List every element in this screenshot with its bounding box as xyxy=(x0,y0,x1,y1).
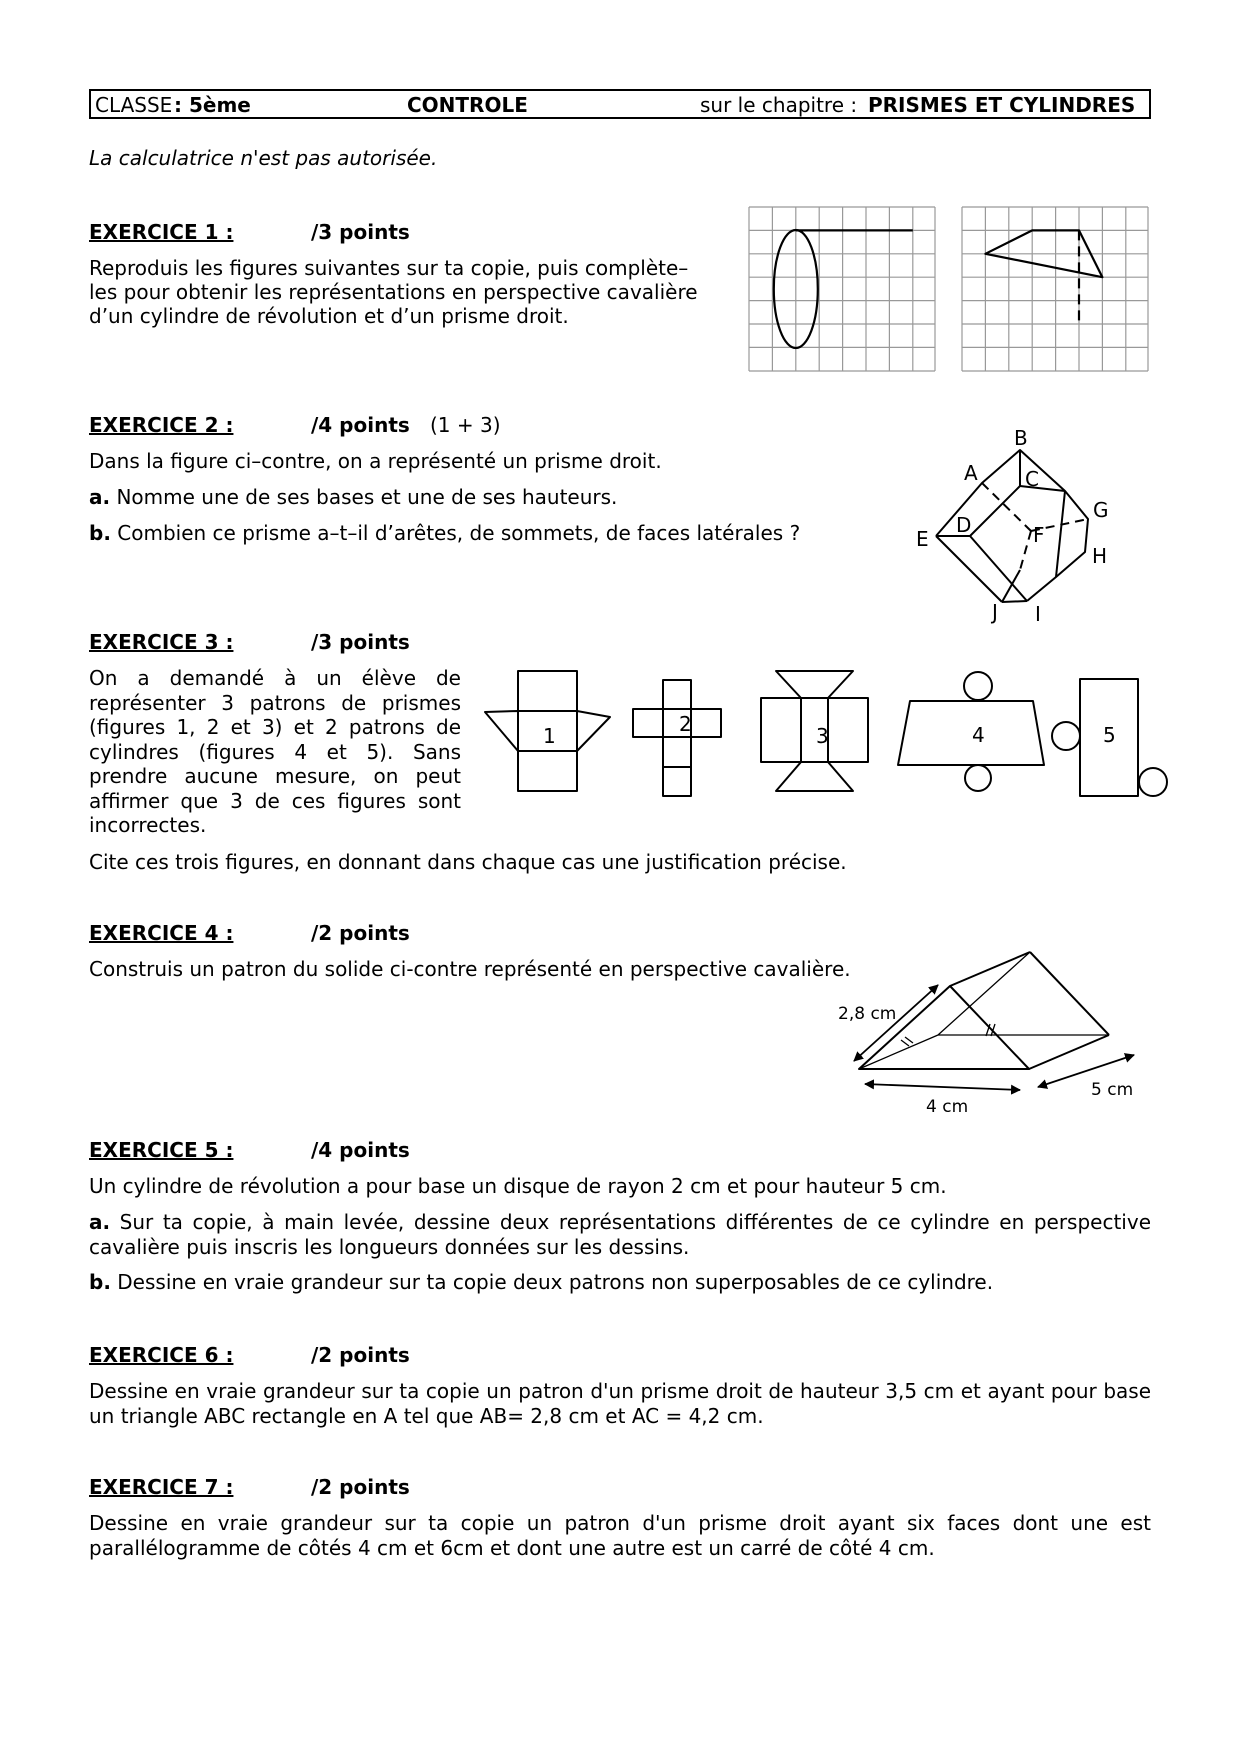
ex5-b-text: Dessine en vraie grandeur sur ta copie deux patrons non superposables de ce cylindre. xyxy=(117,1270,994,1294)
edge-JI xyxy=(1002,601,1027,602)
hidden-edge-F xyxy=(1020,531,1031,570)
ex1-line: Reproduis les figures suivantes sur ta copie, puis complète– xyxy=(89,256,689,280)
ex1-points: /3 points xyxy=(311,220,410,244)
vertex-label: E xyxy=(916,527,929,551)
net-label: 4 xyxy=(972,723,985,747)
net2-top-face xyxy=(663,680,691,709)
ex5-intro: Un cylindre de révolution a pour base un disque de rayon 2 cm et pour hauteur 5 cm. xyxy=(89,1174,947,1198)
ex6-points: /2 points xyxy=(311,1343,410,1367)
ex6-title: EXERCICE 6 : xyxy=(89,1343,234,1367)
classe-value: : 5ème xyxy=(174,93,251,117)
ex5-question-b xyxy=(89,1270,993,1294)
net4-top-disc xyxy=(964,672,992,700)
vertex-label: H xyxy=(1092,544,1108,568)
ex3-nets-figures xyxy=(478,665,1178,815)
tick-mark xyxy=(901,1040,909,1046)
ex4-text: Construis un patron du solide ci-contre représenté en perspective cavalière. xyxy=(89,957,851,981)
tick-mark xyxy=(905,1037,913,1043)
vertex-label: D xyxy=(956,513,972,537)
vertex-label: G xyxy=(1093,498,1109,522)
chapitre-label: sur le chapitre : xyxy=(700,93,858,117)
vertex-label: J xyxy=(992,600,998,624)
net3-top-trapezoid xyxy=(776,671,853,698)
ex2-title: EXERCICE 2 : xyxy=(89,413,234,437)
net1-bottom-face xyxy=(518,751,577,791)
net2-left-face xyxy=(633,709,663,737)
ex2-b-label: b. xyxy=(89,521,111,545)
net5-left-disc xyxy=(1052,722,1080,750)
net-label: 5 xyxy=(1103,723,1116,747)
ex2-a-text: Nomme une de ses bases et une de ses hauteurs. xyxy=(116,485,618,509)
hidden-bottom-left xyxy=(859,1035,938,1069)
ex5-question-a xyxy=(89,1210,1151,1259)
ex2-points-detail: (1 + 3) xyxy=(430,413,501,437)
net4-bottom-disc xyxy=(965,765,991,791)
controle-title: CONTROLE xyxy=(407,93,528,117)
ex7-text: Dessine en vraie grandeur sur ta copie un patron d'un prisme droit ayant six faces dont une est parallélogramme de côtés 4 cm et 6cm et dont une autre est un carré de côté 4 cm. xyxy=(89,1511,1151,1560)
ex2-prism-figure xyxy=(910,425,1115,625)
ex7-title: EXERCICE 7 : xyxy=(89,1475,234,1499)
net2-bottom-face xyxy=(663,767,691,796)
net-label: 2 xyxy=(679,712,692,736)
ex5-a-label: a. xyxy=(89,1210,111,1234)
ex3-title: EXERCICE 3 : xyxy=(89,630,234,654)
ex1-line: d’un cylindre de révolution et d’un prisme droit. xyxy=(89,304,569,328)
net3-bottom-trapezoid xyxy=(776,762,853,791)
ex1-cylinder-grid xyxy=(748,206,936,372)
net3-right-face xyxy=(828,698,868,762)
ex7-points: /2 points xyxy=(311,1475,410,1499)
net-labels xyxy=(543,712,1116,748)
ex5-a-text: Sur ta copie, à main levée, dessine deux représentations différentes de ce cylindre en perspective cavalière puis inscris les longueurs données sur les dessins. xyxy=(89,1210,1151,1259)
net-figure-2 xyxy=(633,680,721,796)
net1-top-face xyxy=(518,671,577,711)
ex5-points: /4 points xyxy=(311,1138,410,1162)
net-figure-3 xyxy=(761,671,868,791)
ex2-intro: Dans la figure ci–contre, on a représenté un prisme droit. xyxy=(89,449,662,473)
back-right-edge xyxy=(1030,952,1109,1035)
edge-CH xyxy=(1056,491,1065,577)
vertex-label: F xyxy=(1033,523,1045,547)
ex2-points: /4 points xyxy=(311,413,410,437)
ex3-points: /3 points xyxy=(311,630,410,654)
ex1-text xyxy=(89,256,698,328)
hidden-edge-AF xyxy=(982,483,1031,531)
net4-lateral-face xyxy=(898,701,1044,765)
ex4-title: EXERCICE 4 : xyxy=(89,921,234,945)
ex2-a-label: a. xyxy=(89,485,111,509)
bottom-right-edge xyxy=(1029,1035,1109,1069)
ex1-title: EXERCICE 1 : xyxy=(89,220,234,244)
solid-edges xyxy=(859,952,1109,1069)
ex5-title: EXERCICE 5 : xyxy=(89,1138,234,1162)
net5-right-disc xyxy=(1139,768,1167,796)
ex3-text: On a demandé à un élève de représenter 3 patrons de prismes (figures 1, 2 et 3) et 2 patrons de cylindres (figures 4 et 5). Sans prendre aucune mesure, on peut affirmer que 3 de ces figures sont incorrectes. xyxy=(89,666,461,837)
net-figure-4 xyxy=(898,672,1044,791)
edge-EJ xyxy=(936,536,1002,602)
ex2-b-text: Combien ce prisme a–t–il d’arêtes, de sommets, de faces latérales ? xyxy=(117,521,801,545)
arrow-width xyxy=(865,1084,1020,1090)
front-triangle xyxy=(859,986,1029,1069)
dim-label-depth: 5 cm xyxy=(1091,1080,1134,1100)
ex1-line: les pour obtenir les représentations en perspective cavalière xyxy=(89,280,698,304)
intro-note: La calculatrice n'est pas autorisée. xyxy=(89,146,438,170)
dimension-arrows xyxy=(854,985,1134,1090)
ex6-text: Dessine en vraie grandeur sur ta copie un patron d'un prisme droit de hauteur 3,5 cm et ayant pour base un triangle ABC rectangle en A tel que AB= 2,8 cm et AC = 4,2 cm. xyxy=(89,1379,1151,1428)
ex4-prism-figure xyxy=(820,940,1140,1115)
vertex-label: B xyxy=(1014,426,1028,450)
ex2-question-b xyxy=(89,521,800,545)
header-box xyxy=(89,89,1151,119)
vertex-label: I xyxy=(1035,602,1041,625)
dim-label-width: 4 cm xyxy=(926,1097,969,1115)
net-label: 3 xyxy=(816,724,829,748)
net2-right-face xyxy=(691,709,721,737)
ex1-prism-grid xyxy=(961,206,1149,372)
net3-left-face xyxy=(761,698,801,762)
net-label: 1 xyxy=(543,724,556,748)
grid-lines xyxy=(962,207,1148,371)
net2-lower-face xyxy=(663,737,691,767)
top-edge xyxy=(950,952,1030,986)
vertex-label: C xyxy=(1025,467,1039,491)
ex3-question: Cite ces trois figures, en donnant dans chaque cas une justification précise. xyxy=(89,850,847,874)
ex5-b-label: b. xyxy=(89,1270,111,1294)
net1-left-triangle xyxy=(485,711,518,751)
dim-label-height: 2,8 cm xyxy=(838,1004,897,1024)
vertex-label: A xyxy=(964,461,978,485)
chapitre-value: PRISMES ET CYLINDRES xyxy=(868,93,1136,117)
net1-right-triangle xyxy=(577,711,610,751)
ex2-question-a xyxy=(89,485,617,509)
ex4-points: /2 points xyxy=(311,921,410,945)
classe-label: CLASSE xyxy=(95,93,173,117)
grid-lines xyxy=(749,207,935,371)
